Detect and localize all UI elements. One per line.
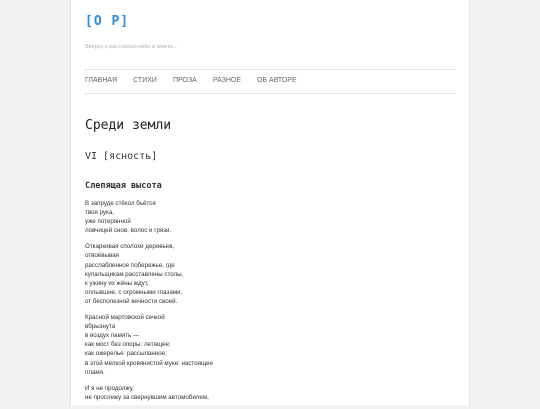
main-nav — [85, 77, 297, 84]
nav-item-misc[interactable]: РАЗНОЕ — [212, 77, 242, 84]
divider-top — [85, 69, 455, 70]
poem-line: уже потерянной — [85, 218, 131, 226]
nav-item-prose[interactable]: ПРОЗА — [172, 77, 197, 84]
poem-line: купальщикам расставлены столы, — [85, 270, 184, 278]
poem-title: Слепящая высота — [85, 181, 162, 191]
page-title: Среди земли — [85, 118, 172, 133]
site-logo[interactable]: [O P] — [85, 14, 130, 29]
poem-stanza — [85, 313, 213, 377]
section-title: VI [ясность] — [85, 151, 158, 162]
poem-line: твоя рука, — [85, 209, 115, 217]
poem-line: отвоёвывая — [85, 252, 119, 260]
poem-line: от бесполезной вечности своей. — [85, 297, 178, 305]
page-container — [70, 0, 470, 405]
poem-line: не прослежу за свернувшим автомобилем, — [85, 393, 209, 401]
poem-line: вбрызнута — [85, 323, 116, 331]
poem-text — [85, 199, 213, 409]
poem-line: как ожерелье: рассыпанное; — [85, 350, 167, 358]
poem-line: пламя. — [85, 368, 105, 376]
poem-line: И я не продолжу, — [85, 384, 134, 392]
poem-line: оплывшие, с огромными глазами, — [85, 288, 183, 296]
nav-item-home[interactable]: ГЛАВНАЯ — [85, 77, 118, 84]
poem-stanza — [85, 384, 213, 402]
site-tagline: Вверху я расстилаю небо и землю... — [85, 44, 178, 50]
poem-line: в этой мелкой кровянистой муке: настоящее — [85, 359, 213, 367]
poem-line: в воздух память — — [85, 332, 140, 340]
poem-line: ловчицей снов, волос и грязи. — [85, 227, 172, 235]
poem-line: к ужину их жёны ждут, — [85, 279, 149, 287]
nav-item-about[interactable]: ОБ АВТОРЕ — [257, 77, 297, 84]
poem-line: расслабленное побережье, где — [85, 261, 175, 269]
poem-line: как мост без опоры: летящее; — [85, 341, 171, 349]
poem-stanza — [85, 242, 213, 306]
poem-line: Откаркивая сполохи деревьев, — [85, 243, 175, 251]
poem-stanza — [85, 199, 213, 235]
divider-nav — [85, 93, 455, 94]
poem-line: Красной мартовской сечкой — [85, 314, 165, 322]
poem-line: В запруде стёкол бьётся — [85, 200, 156, 207]
nav-item-poems[interactable]: СТИХИ — [133, 77, 157, 84]
